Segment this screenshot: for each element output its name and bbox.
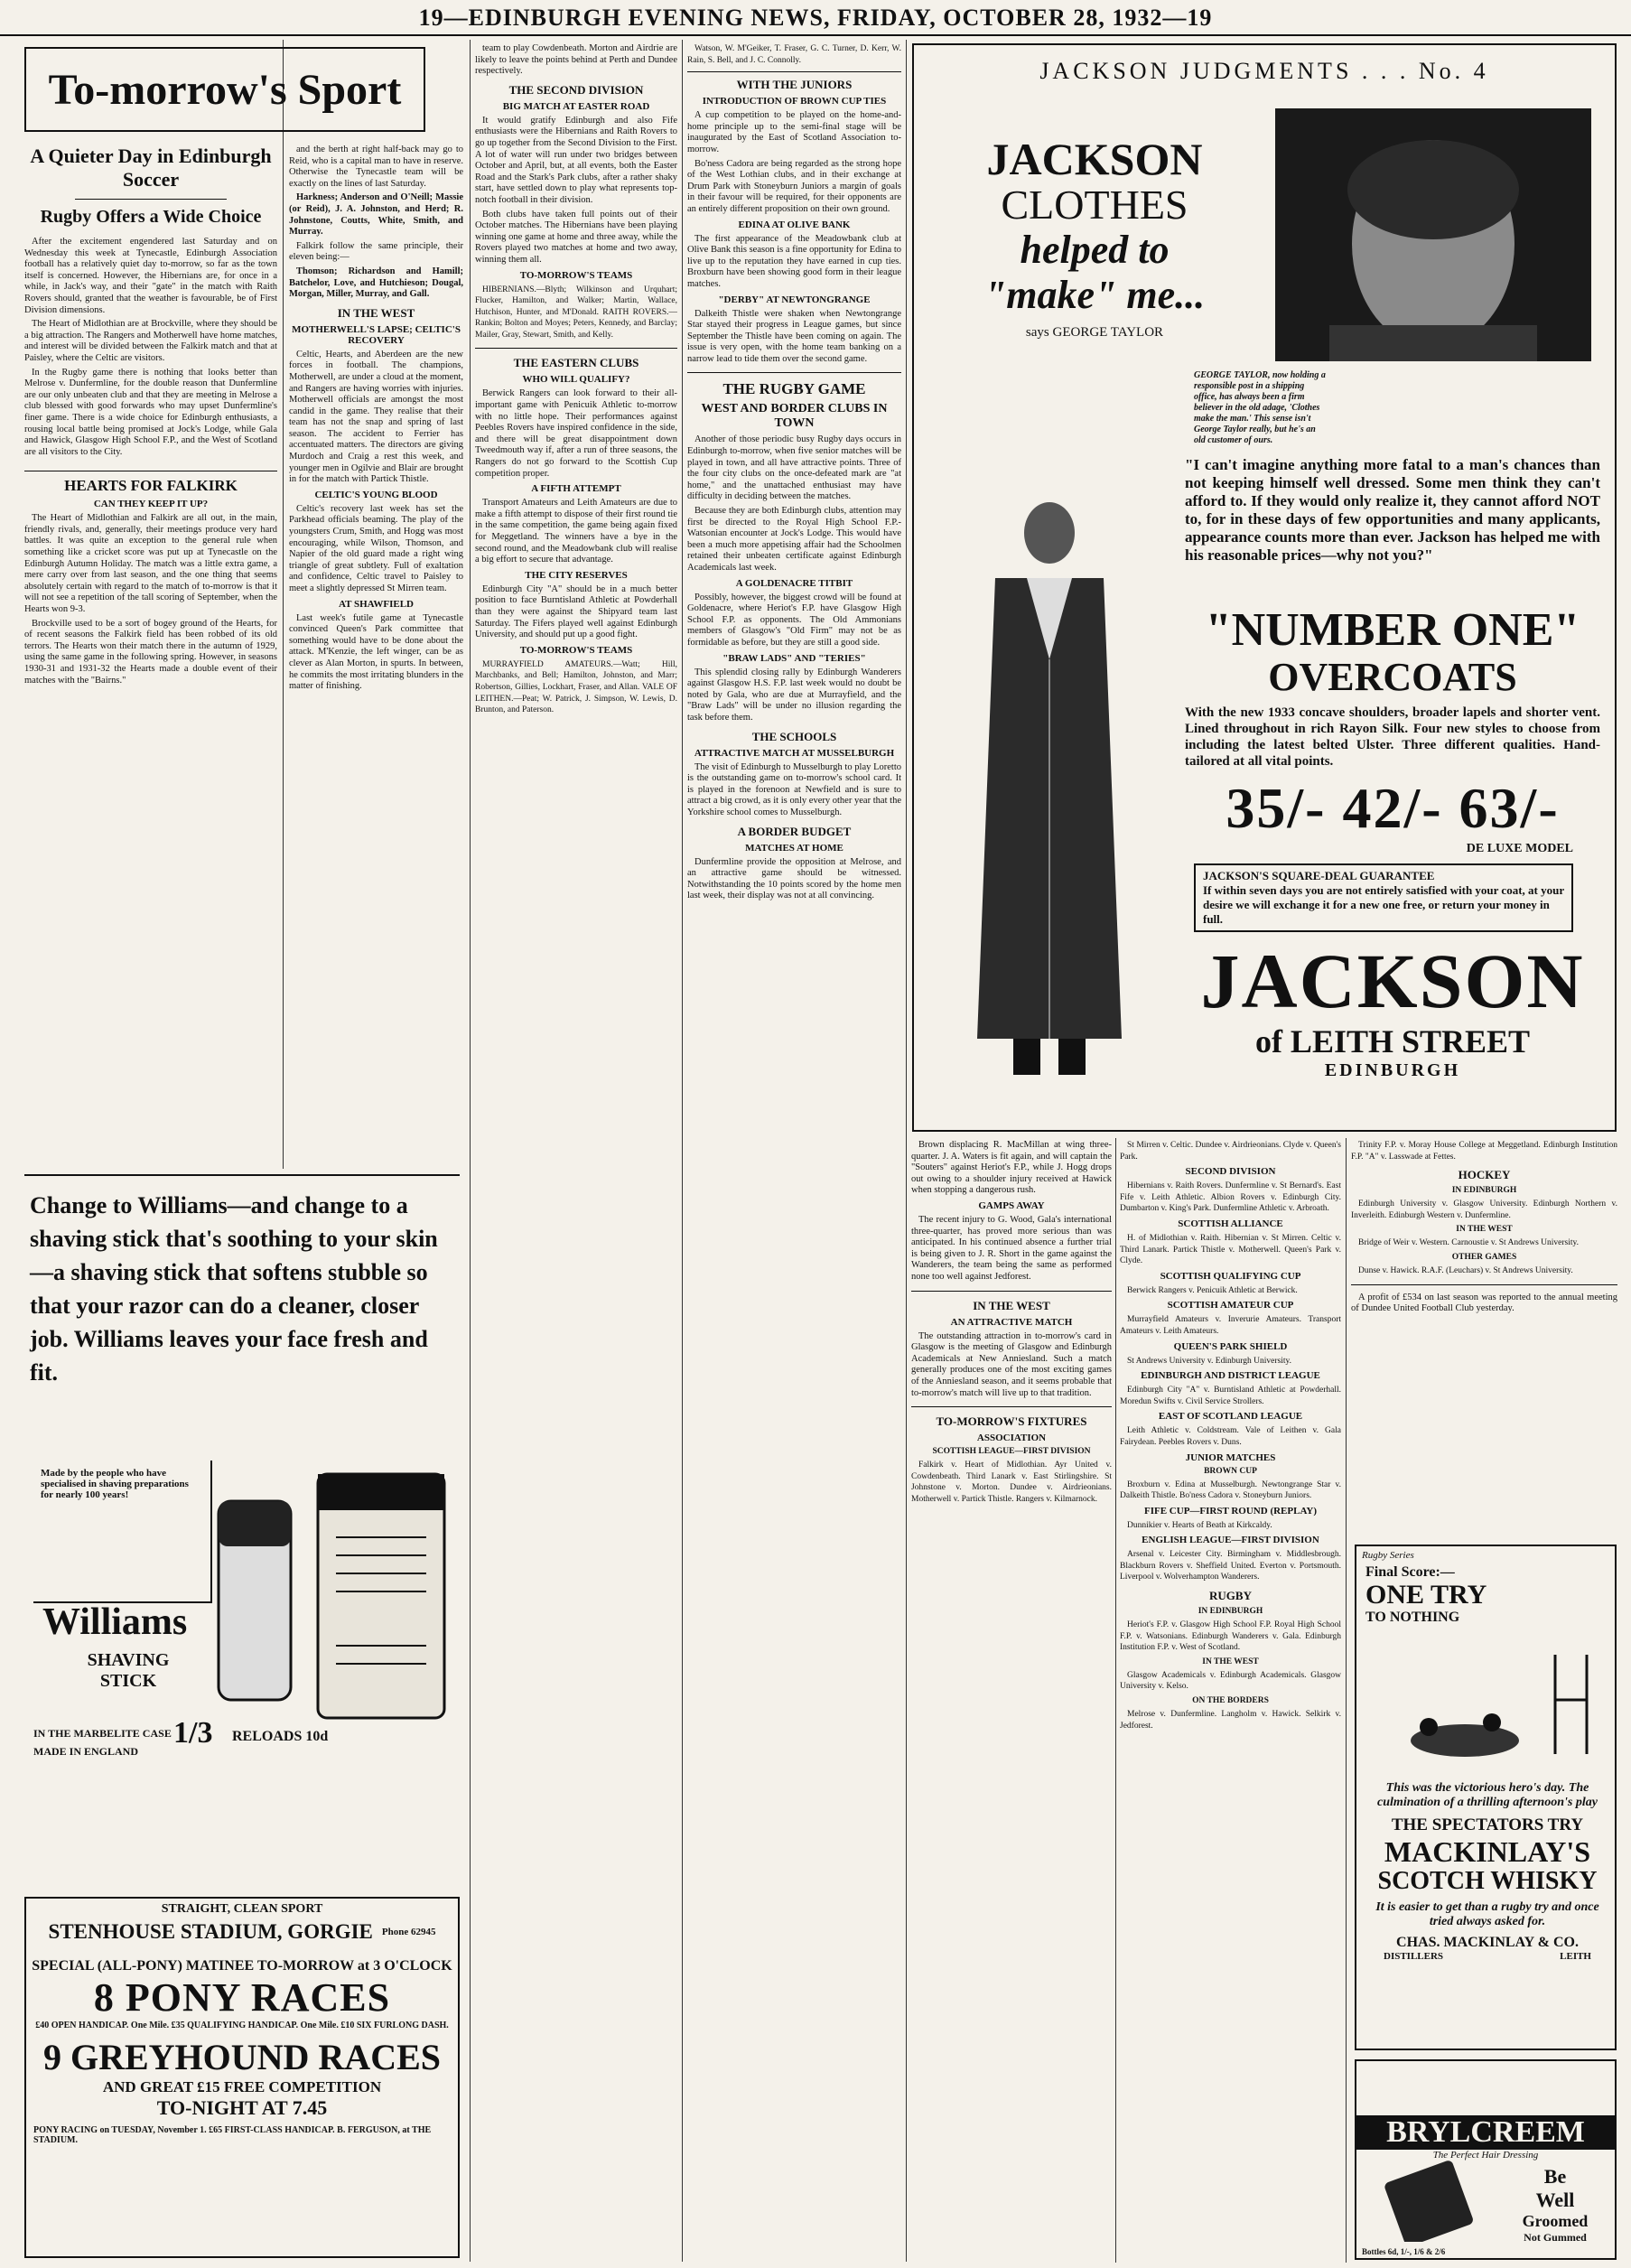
west-subtitle: AN ATTRACTIVE MATCH [950, 1316, 1073, 1328]
race-time: TO-NIGHT AT 7.45 [156, 2096, 328, 2119]
golden-title: A GOLDENACRE TITBIT [735, 577, 853, 589]
guarantee-text: If within seven days you are not entirely satisfied with your coat, at your desire we will exchange it for a new one free, or return your money in full. [1203, 883, 1564, 926]
williams-ad [24, 1174, 460, 1888]
jackson-city: EDINBURGH [1324, 1060, 1461, 1080]
hearts-lineup: Harkness; Anderson and O'Neill; Massie (or Reid), J. A. Johnston, and Herd; R. Johnstone, Coutts, White, Smith, and Murray. [289, 192, 463, 238]
overcoats-title: OVERCOATS [1268, 655, 1517, 699]
williams-reloads: RELOADS 10d [232, 1729, 329, 1744]
to-nothing: TO NOTHING [1365, 1610, 1460, 1625]
stenhouse-phone: Phone 62945 [381, 1927, 436, 1937]
schools-subtitle: ATTRACTIVE MATCH AT MUSSELBURGH [694, 747, 895, 759]
amateur-list: Murrayfield Amateurs v. Inverurie Amateurs. Transport Amateurs v. Leith Amateurs. [1120, 1315, 1341, 1336]
young-body: Celtic's recovery last week has set the Parkhead officials beaming. The play of the youngsters Crum, Smith, and Hogg was most encouraging, while Wilson, Thomson, and Napier of the old guard made a right wing triangle of great subtlety. Full of exaltation and confidence, Celtic travel to Paisley to meet a slightly depressed St Mirren team. [289, 503, 463, 593]
section-title-box [24, 47, 425, 132]
juniors-subtitle: INTRODUCTION OF BROWN CUP TIES [702, 96, 887, 107]
rugby-body: Another of those periodic busy Rugby days occurs in Edinburgh to-morrow, when five senior matches will be played in town, and all have attractive points. Three of the four city clubs on the once-defeated mark are "at home," and the unattached enthusiast may have difficulty in deciding between the matches. Because they are both Edinburgh clubs, attention may first be directed to the Royal High School F.P.-Watsonian encounter at Jock's Lodge. This would have been a much more appetising affair had the Schoolmen retained their unbeaten certificate against Edinburgh Academicals last week. [687, 434, 901, 573]
section-title: To-morrow's Sport [48, 65, 402, 114]
williams-product: SHAVING STICK [87, 1650, 170, 1691]
second-div-subtitle: BIG MATCH AT EASTER ROAD [502, 100, 650, 112]
border-title: ON THE BORDERS [1192, 1696, 1269, 1706]
fixtures-league: SCOTTISH LEAGUE—FIRST DIVISION [932, 1447, 1091, 1457]
mackinlay-story: This was the victorious hero's day. The culmination of a thrilling afternoon's play [1377, 1781, 1598, 1809]
shawfield-title: AT SHAWFIELD [338, 598, 415, 610]
border-body: Dunfermline provide the opposition at Melrose, and an attractive game should be witnessed. Notwithstanding the 10 points scored by the home men last week, their display was not at all convincing. [687, 856, 901, 901]
juniors-body: A cup competition to be played on the home-and-home principle up to the semi-final stage will be inaugurated by the East of Scotland Association to-morrow. Bo'ness Cadora are being regarded as the strong hope of the West Lothian clubs, and in their exchange at Drum Park with Stoneyburn Juniors a margin of goals in their favour will be required, for their opponents are an entirely different proposition on their own ground. [687, 110, 901, 214]
shield-title: QUEEN'S PARK SHIELD [1173, 1340, 1288, 1352]
derby-title: "DERBY" AT NEWTONGRANGE [718, 294, 871, 305]
fife-list: Dunnikier v. Hearts of Beath at Kirkcaldy. [1127, 1520, 1272, 1530]
article-body: After the excitement engendered last Saturday and on Wednesday this week at Tynecastle, Edinburgh Association football has a relatively quiet day to-morrow, so far as the town itself is concerned. However, the Hibernians are, for once in a while, in Jack's way, and their "gate" in the match with Raith Rovers should, granted that the weather is favourable, be of First Division dimensions. The Heart of Midlothian are at Brockville, where they should be a big attraction. The Rangers and Motherwell have home matches, and interest will be divided between the Falkirk match and that at Paisley, where the Celtic are visitors. In the Rugby game there is nothing that looks better than Melrose v. Dunfermline, for the double reason that Dunfermline are our only unbeaten club and that they are meeting in Melrose a club blessed with good forwards who may upset Dunfermline's finer game. There is a wide choice for Edinburgh enthusiasts, a rousing local battle being promised at Jock's Lodge, while Gala and Hawick, Glasgow High School F.P., and the West of Scotland are all visitors to the City. [24, 237, 277, 457]
lineup-intro: and the berth at right half-back may go to Reid, who is a capital man to have in reserve. Otherwise the Tynecastle team will be exactly on the lines of last Saturday. [289, 145, 463, 189]
fixtures-subtitle: ASSOCIATION [976, 1433, 1047, 1444]
greyhound-races: 9 GREYHOUND RACES [42, 2037, 442, 2077]
fixtures-list: Falkirk v. Heart of Midlothian. Ayr United v. Cowdenbeath. Third Lanark v. East Stirlingshire. St Johnstone v. Morton. Dundee v. Airdrieonians. Motherwell v. Partick Thistle. Rangers v. Kilmarnock. [911, 1461, 1112, 1504]
fixtures-title: TO-MORROW'S FIXTURES [936, 1414, 1087, 1429]
number-one: "NUMBER ONE" [1205, 604, 1580, 656]
district-list: Edinburgh City "A" v. Burntisland Athletic at Powderhall. Moredun Swifts v. Civil Service Strollers. [1120, 1386, 1341, 1406]
greyhound-detail: AND GREAT £15 FREE COMPETITION [102, 2078, 382, 2095]
top-text: Brown displacing R. MacMillan at wing three-quarter. J. A. Waters is fit again, and will captain the "Souters" against Heriot's F.P., while J. Hogg drops out owing to a shoulder injury received at Hawick when stopping a dangerous rush. [911, 1140, 1112, 1196]
headline: A Quieter Day in Edinburgh Soccer [30, 145, 272, 191]
brylcreem-ad [1355, 2059, 1617, 2260]
alliance-title: SCOTTISH ALLIANCE [1178, 1218, 1283, 1229]
border-list: Melrose v. Dunfermline. Langholm v. Hawick. Selkirk v. Jedforest. [1120, 1710, 1341, 1731]
column-2 [289, 145, 463, 1165]
junior-subtitle: BROWN CUP [1204, 1466, 1257, 1476]
hockey-title: HOCKEY [1458, 1168, 1511, 1182]
fifth-body: Transport Amateurs and Leith Amateurs are due to make a fifth attempt to dispose of their first round tie in the same competition, the game being again fixed for Meggetland. The winners have a bye in the second round, and the Meadowbank club will realise a big effort to secure that advantage. [475, 498, 677, 565]
mackinlay-distillers: DISTILLERS [1384, 1951, 1444, 1962]
junior-title: JUNIOR MATCHES [1185, 1451, 1276, 1463]
second-list: Hibernians v. Raith Rovers. Dunfermline v. St Bernard's. East Fife v. Leith Athletic. Albion Rovers v. Edinburgh City. Dumbarton v. King's Park. Dunfermline Athletic v. Arbroath. [1120, 1181, 1341, 1214]
mackinlay-slogan: It is easier to get than a rugby try and once tried always asked for. [1375, 1900, 1599, 1928]
brylcreem-tag: The Perfect Hair Dressing [1432, 2150, 1539, 2161]
brylcreem-line4: Not Gummed [1524, 2231, 1587, 2244]
column-rule [1346, 1138, 1347, 2263]
eastern-subtitle: WHO WILL QUALIFY? [522, 374, 630, 386]
williams-made: MADE IN ENGLAND [33, 1745, 139, 1758]
column-rule [906, 40, 907, 2262]
column-rule [470, 40, 471, 2262]
one-try: ONE TRY [1365, 1580, 1487, 1610]
mackinlay-place: LEITH [1560, 1951, 1591, 1962]
jackson-caption: GEORGE TAYLOR, now holding a responsible post in a shipping office, has always been a firm believer in the old adage, 'Clothes make the man.' This sense isn't George Taylor really, but he's an old customer of ours. [1194, 370, 1326, 445]
falkirk-subtitle: CAN THEY KEEP IT UP? [93, 499, 209, 510]
williams-tagline: Made by the people who have specialised in shaving preparations for nearly 100 years! [33, 1461, 212, 1603]
jackson-model: DE LUXE MODEL [1466, 842, 1573, 855]
williams-copy: Change to Williams—and change to a shaving stick that's soothing to your skin—a shaving stick that softens stubble so that your razor can do a cleaner, closer job. Williams leaves your face fresh and fit. [30, 1192, 438, 1386]
shawfield-body: Last week's futile game at Tynecastle convinced Queen's Park committee that something would have to be done about the attack. M'Kenzie, the left winger, can be as clever as Alan Morton, in spurts. In between, he commits the most irritating blunders in the matter of finishing. [289, 612, 463, 692]
jackson-brand: JACKSON [1200, 938, 1585, 1024]
teams2-body: MURRAYFIELD AMATEURS.—Watt; Hill, Marchbanks, and Bell; Hamilton, Johnston, and Marr; Robertson, Gillies, Lockhart, Fraser, and Allan. VALE OF LEITHEN.—Peat; W. Patrick, J. Simpson, W. Lewis, D. Brunton, and Paterson. [475, 659, 677, 715]
border-title: A BORDER BUDGET [737, 824, 852, 838]
west-body: Celtic, Hearts, and Aberdeen are the new forces in football. The champions, Motherwell, are under a cloud at the moment, and Rangers are having worries with injuries. Motherwell officials are amongst the most candid in the game. They realise that their team has not the snap and spring of last season. The accident to Ferrier has accentuated matters. The directors are giving Murdoch and Craig a rest this week, and younger men in Ogilvie and Blair are brought in for the match with Partick Thistle. [289, 349, 463, 485]
young-title: CELTIC'S YOUNG BLOOD [314, 489, 438, 500]
braw-title: "BRAW LADS" AND "TERIES" [722, 652, 866, 664]
george-taylor-portrait [1275, 108, 1591, 361]
stenhouse-venue: STENHOUSE STADIUM, GORGIE [48, 1920, 373, 1943]
column-rule [682, 40, 683, 2262]
falkirk-body: The Heart of Midlothian and Falkirk are all out, in the main, friendly rivals, and, generally, their meetings produce very hard battles. It was quite an exception to the general rule when something like a cricket score was put up at Tynecastle on the Edinburgh Autumn Holiday. The match was a little extra game, a mere carry over from last season, and the one thing that seems absolutely certain with regard to the match of to-morrow is that it will not see a repetition of the tall scoring of September, when the Hearts won 9-3. Brockville used to be a sort of bogey ground of the Hearts, for of recent seasons the Falkirk field has been robbed of its old terrors. The Hearts won their match there in the autumn of 1929, using the same game in the following spring. However, in seasons 1930-31 and 1931-32 the Hearts made a double event of their matches with the "Bairns." [24, 513, 277, 686]
jackson-headline: JACKSON [986, 134, 1203, 184]
qual-list: Berwick Rangers v. Penicuik Athletic at Berwick. [1127, 1285, 1298, 1295]
gamps-body: The recent injury to G. Wood, Gala's international three-quarter, has proved more serious than was anticipated. In his continued absence a further trial is being given to J. R. Short in the game against the Wanderers, the team being the same as performed none too well against Jedforest. [911, 1214, 1112, 1282]
golden-body: Possibly, however, the biggest crowd will be found at Goldenacre, where Heriot's F.P. have Glasgow High School F.P. as opponents. The Old Ammonians members of Glasgow's "Old Firm" may not be as formidable as before, but they are still a good side. [687, 592, 901, 648]
brylcreem-line3: Groomed [1522, 2212, 1589, 2230]
qual-title: SCOTTISH QUALIFYING CUP [1160, 1270, 1301, 1282]
juniors-title: WITH THE JUNIORS [736, 78, 853, 92]
column-5 [911, 1140, 1112, 2260]
rugby-west-list: Glasgow Academicals v. Edinburgh Academicals. Glasgow University v. Kelso. [1120, 1670, 1341, 1692]
shaving-stick-illustration [210, 1465, 453, 1727]
jackson-prices: 35/- 42/- 63/- [1226, 776, 1560, 840]
teams-title: TO-MORROW'S TEAMS [519, 269, 633, 281]
mackinlay-tagline: THE SPECTATORS TRY [1391, 1815, 1584, 1834]
brylcreem-brand: BRYLCREEM [1356, 2115, 1615, 2150]
rugby-list: Heriot's F.P. v. Glasgow High School F.P. Royal High School F.P. v. Watsonians. Edinburgh Wanderers v. Gala. Edinburgh Institution F.P. v. West of Scotland. [1120, 1620, 1341, 1653]
column-7 [1351, 1140, 1617, 1537]
final-score: Final Score:— [1365, 1564, 1455, 1580]
junior-list: Broxburn v. Edina at Musselburgh. Newtongrange Star v. Dalkeith Thistle. Bo'ness Cadora v. Stoneyburn Juniors. [1120, 1479, 1341, 1501]
stenhouse-special: SPECIAL (ALL-PONY) MATINEE TO-MORROW at 3 O'CLOCK [32, 1958, 452, 1974]
alliance-list: H. of Midlothian v. Raith. Hibernian v. St Mirren. Celtic v. Third Lanark. Partick Thistle v. Motherwell. Queen's Park v. Clyde. [1120, 1233, 1341, 1266]
top-text: team to play Cowdenbeath. Morton and Airdrie are likely to leave the points behind at Perth and Dundee respectively. [475, 43, 677, 77]
fife-title: FIFE CUP—FIRST ROUND (REPLAY) [1144, 1505, 1317, 1517]
jackson-street: of LEITH STREET [1254, 1023, 1531, 1059]
column-4 [687, 43, 901, 2261]
overcoats-desc: With the new 1933 concave shoulders, broader lapels and shorter vent. Lined throughout in rich Rayon Silk. Four new styles to choose from including the latest belted Ulster. Three different qualities. Hand-tailored at all vital points. [1185, 705, 1600, 769]
williams-case: IN THE MARBELITE CASE [33, 1727, 172, 1740]
guarantee-title: JACKSON'S SQUARE-DEAL GUARANTEE [1203, 869, 1435, 882]
teams-body: HIBERNIANS.—Blyth; Wilkinson and Urquhart; Flucker, Hamilton, and Walker; Martin, Wallace, Hutchison, Hunter, and M'Donald. RAITH ROVERS.—Rankin; Bolton and Moyes; Peters, Kennedy, and Barclay; Mailer, Gray, Stewart, Smith, and Kelly. [475, 285, 677, 340]
reserves-title: THE CITY RESERVES [525, 569, 628, 581]
jackson-headline-4: "make" me... [983, 273, 1206, 317]
williams-price: 1/3 [173, 1716, 213, 1750]
west-title: IN THE WEST [337, 305, 415, 320]
brylcreem-price: Bottles 6d, 1/-, 1/6 & 2/6 [1362, 2247, 1446, 2256]
border-subtitle: MATCHES AT HOME [745, 842, 843, 854]
jackson-ad [912, 43, 1617, 1132]
east-title: EAST OF SCOTLAND LEAGUE [1158, 1411, 1303, 1423]
column-rule [1115, 1138, 1116, 2263]
east-list: Leith Athletic v. Coldstream. Vale of Leithen v. Gala Fairydean. Peebles Rovers v. Duns. [1120, 1426, 1341, 1447]
mackinlay-brand: MACKINLAY'S [1384, 1835, 1591, 1868]
falkirk-intro: Falkirk follow the same principle, their eleven being:— [289, 240, 463, 263]
hockey-subtitle: IN EDINBURGH [1451, 1186, 1517, 1196]
jackson-headline-3: helped to [1020, 228, 1170, 272]
mackinlay-product: SCOTCH WHISKY [1377, 1867, 1598, 1895]
other-list: Dunse v. Hawick. R.A.F. (Leuchars) v. St Andrews University. [1358, 1265, 1573, 1275]
mackinlay-maker: CHAS. MACKINLAY & CO. [1396, 1935, 1579, 1950]
top-text: Trinity F.P. v. Moray House College at Meggetland. Edinburgh Institution F.P. "A" v. Lasswade at Fettes. [1351, 1141, 1617, 1162]
rugby-subtitle: IN EDINBURGH [1198, 1607, 1263, 1617]
jackson-says: says GEORGE TAYLOR [1025, 325, 1164, 340]
stenhouse-foot: PONY RACING on TUESDAY, November 1. £65 FIRST-CLASS HANDICAP. B. FERGUSON, at THE STADIUM. [33, 2125, 432, 2145]
rugby-title: THE RUGBY GAME [722, 380, 866, 398]
shield-list: St Andrews University v. Edinburgh University. [1127, 1356, 1291, 1366]
brylcreem-line2: Well [1535, 2189, 1575, 2211]
braw-body: This splendid closing rally by Edinburgh Wanderers against Glasgow H.S. F.P. last week would no doubt be noted by Gala, who are due at Murrayfield, and the "Braw Lads" will be under no illusion regarding the task before them. [687, 667, 901, 723]
brylcreem-jar [1375, 2161, 1483, 2242]
hockey-list: Edinburgh University v. Glasgow University. Edinburgh Northern v. Inverleith. Edinburgh Western v. Dunfermline. [1351, 1199, 1617, 1220]
stenhouse-top: STRAIGHT, CLEAN SPORT [161, 1902, 323, 1916]
other-title: OTHER GAMES [1451, 1252, 1517, 1262]
second-div-body: It would gratify Edinburgh and also Fife enthusiasts were the Hibernians and Raith Rovers to go up together from the Second Division to the First. A lot of water will run under two bridges between October and April, but, at all events, both the Easter Road and the Stark's Park clubs, after a rather shaky start, have settled down to play what represents top-notch football in their division. Both clubs have taken full points out of their October matches. The Hibernians have been playing winning one game at home and three away, while the Rovers played two matches at home and two away, winning them all. [475, 115, 677, 265]
district-title: EDINBURGH AND DISTRICT LEAGUE [1141, 1370, 1320, 1382]
english-list: Arsenal v. Leicester City. Birmingham v. Middlesbrough. Blackburn Rovers v. Sheffield United. Everton v. Portsmouth. Liverpool v. Wolverhampton Wanderers. [1120, 1550, 1341, 1582]
fifth-title: A FIFTH ATTEMPT [531, 483, 621, 495]
rugby-west-title: IN THE WEST [1202, 1657, 1259, 1666]
column-6 [1120, 1140, 1341, 2260]
mackinlay-ad [1355, 1545, 1617, 2050]
column-3 [475, 43, 677, 2261]
masthead: 19—EDINBURGH EVENING NEWS, FRIDAY, OCTOBER 28, 1932—19 [0, 0, 1631, 36]
schools-body: The visit of Edinburgh to Musselburgh to play Loretto is the outstanding game on to-morrow's school card. It is played in the forenoon at Newfield and is sure to attract a big crowd, as it is only every other year that the Yorkshire school comes to Musselburgh. [687, 761, 901, 817]
profit-note: A profit of £534 on last season was reported to the annual meeting of Dundee United Football Club yesterday. [1351, 1292, 1617, 1314]
jackson-headline-2: CLOTHES [1001, 182, 1188, 228]
hockey-west-title: IN THE WEST [1456, 1225, 1513, 1235]
stenhouse-ad [24, 1897, 460, 2258]
rugby-series: Rugby Series [1362, 1550, 1414, 1561]
teams2-title: TO-MORROW'S TEAMS [519, 644, 633, 656]
top-text: Watson, W. M'Geiker, T. Fraser, G. C. Turner, D. Kerr, W. Rain, S. Bell, and J. C. Connolly. [687, 44, 901, 65]
reserves-body: Edinburgh City "A" should be in a much better position to face Burntisland Athletic at Powderhall than they were against the Shipyard team last Saturday. The Fifers played well against Edinburgh University, and should put up a good fight. [475, 583, 677, 640]
pony-races: 8 PONY RACES [93, 1975, 391, 2020]
english-title: ENGLISH LEAGUE—FIRST DIVISION [1142, 1535, 1319, 1546]
schools-title: THE SCHOOLS [751, 729, 837, 743]
rugby-players-illustration [1375, 1655, 1600, 1772]
eastern-body: Berwick Rangers can look forward to their all-important game with Penicuik Athletic to-morrow with no little hope. Their performances against Peebles Rovers have inspired confidence in the side, and there will be great disappointment down Tweedmouth way if, after a run of three seasons, the Rangers do not go forward to the Scottish Cup competition proper. [475, 388, 677, 479]
gamps-title: GAMPS AWAY [978, 1199, 1045, 1211]
edina-title: EDINA AT OLIVE BANK [738, 219, 851, 230]
brylcreem-line1: Be [1543, 2165, 1567, 2188]
rugby-title: RUGBY [1209, 1589, 1252, 1603]
column-1 [24, 145, 277, 1165]
jackson-quote: "I can't imagine anything more fatal to a man's chances than not keeping himself well dressed. Some men think they can't afford to. If they would only realize it, they cannot afford NOT to, for in these days of few opportunities and many applicants, appearance counts more than ever. Jackson has helped me with his reasonable prices—why not you?" [1185, 456, 1600, 564]
second-title: SECOND DIVISION [1185, 1166, 1276, 1178]
top-text: St Mirren v. Celtic. Dundee v. Airdrieonians. Clyde v. Queen's Park. [1120, 1141, 1341, 1162]
second-div-title: THE SECOND DIVISION [508, 82, 644, 97]
rugby-subtitle: WEST AND BORDER CLUBS IN TOWN [701, 402, 888, 431]
hockey-west-list: Bridge of Weir v. Western. Carnoustie v. St Andrews University. [1358, 1238, 1580, 1248]
jackson-series: JACKSON JUDGMENTS . . . No. 4 [1039, 58, 1489, 84]
west-body: The outstanding attraction in to-morrow's card in Glasgow is the meeting of Glasgow and Edinburgh Academicals at New Anniesland. Such a match generally produces one of the most exciting games of the Anniesland season, and it seems probable that to-morrow's match will live up to that tradition. [911, 1330, 1112, 1398]
subheadline: Rugby Offers a Wide Choice [40, 207, 262, 227]
amateur-title: SCOTTISH AMATEUR CUP [1167, 1300, 1294, 1311]
derby-body: Dalkeith Thistle were shaken when Newtongrange Star stayed their progress in League games, but since September the Thistle have been coming on again. The issue is very open, with the home team banking on a narrow lead to tide them over the second game. [687, 308, 901, 364]
west-subtitle: MOTHERWELL'S LAPSE; CELTIC'S RECOVERY [292, 323, 461, 346]
falkirk-lineup: Thomson; Richardson and Hamill; Batchelor, Love, and Hutchieson; Dougal, Morgan, Miller, Murray, and Gall. [289, 266, 463, 300]
falkirk-title: HEARTS FOR FALKIRK [64, 477, 238, 495]
pony-detail: £40 OPEN HANDICAP. One Mile. £35 QUALIFYING HANDICAP. One Mile. £10 SIX FURLONG DASH. [35, 2021, 449, 2030]
west-title: IN THE WEST [973, 1298, 1050, 1312]
edina-body: The first appearance of the Meadowbank club at Olive Bank this season is a fine opportunity for Edina to live up to the reputation they have earned in cup ties. Broxburn have been showing good form in their league matches. [687, 233, 901, 289]
eastern-title: THE EASTERN CLUBS [513, 356, 639, 370]
overcoat-man-illustration [941, 497, 1158, 1084]
williams-brand: Williams [42, 1601, 188, 1643]
